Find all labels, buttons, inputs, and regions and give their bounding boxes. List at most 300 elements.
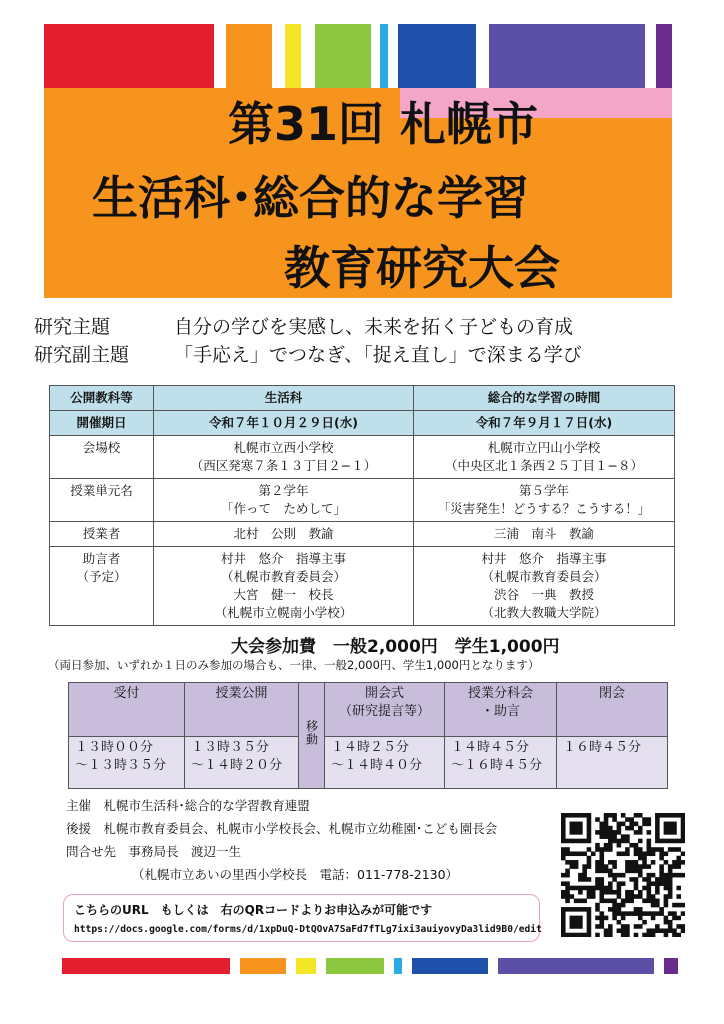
qr-module: [570, 830, 575, 835]
qr-module: [668, 869, 673, 874]
qr-module: [651, 851, 656, 856]
qr-module: [565, 894, 570, 899]
qr-module: [604, 826, 609, 831]
qr-module: [651, 916, 656, 921]
qr-module: [604, 834, 609, 839]
qr-module: [604, 864, 609, 869]
qr-module: [595, 869, 600, 874]
qr-module: [655, 911, 660, 916]
bottom-stripe-dark-purple: [664, 958, 678, 974]
qr-module: [664, 851, 669, 856]
qr-module: [638, 916, 643, 921]
qr-module: [634, 830, 639, 835]
qr-module: [565, 869, 570, 874]
schedule-head-open-class: [185, 683, 299, 737]
qr-module: [647, 822, 652, 827]
qr-module: [570, 864, 575, 869]
qr-module: [647, 877, 652, 882]
time-start: １４時４５分: [451, 740, 530, 755]
qr-module: [599, 899, 604, 904]
qr-module: [647, 847, 652, 852]
qr-module: [604, 890, 609, 895]
grade-1: 第２学年: [258, 483, 309, 498]
qr-module: [599, 924, 604, 929]
cell-advisor-2: [414, 547, 675, 626]
qr-module: [638, 907, 643, 912]
qr-module: [587, 860, 592, 865]
qr-module: [672, 873, 677, 878]
cell-teacher-2: 三浦 南斗 教諭: [414, 522, 675, 547]
qr-module: [668, 847, 673, 852]
qr-module: [578, 933, 583, 937]
qr-module: [676, 903, 681, 908]
qr-module: [638, 826, 643, 831]
top-stripe-yellow: [285, 24, 301, 88]
schedule-head-sub: ・助言: [480, 704, 520, 719]
qr-module: [587, 911, 592, 916]
qr-module: [561, 856, 566, 861]
qr-module: [612, 911, 617, 916]
qr-module: [638, 839, 643, 844]
qr-module: [681, 813, 685, 818]
qr-module: [604, 899, 609, 904]
qr-module: [599, 920, 604, 925]
qr-module: [676, 839, 681, 844]
qr-module: [634, 933, 639, 937]
qr-module: [676, 916, 681, 921]
qr-module: [587, 834, 592, 839]
advisor-1a: 村井 悠介 指導主事: [220, 551, 346, 566]
qr-module: [561, 881, 566, 886]
top-stripe-dark-purple: [656, 24, 672, 88]
qr-module: [604, 822, 609, 827]
qr-module: [634, 843, 639, 848]
qr-module: [599, 877, 604, 882]
research-subtheme-text: 「手応え」でつなぎ、「捉え直し」で深まる学び: [174, 344, 582, 366]
school-address-1: （西区発寒７条１３丁目２−１）: [190, 458, 377, 473]
qr-module: [668, 928, 673, 933]
cell-subject-2: 総合的な学習の時間: [414, 386, 675, 411]
advisor-1a-org: （札幌市教育委員会）: [220, 569, 346, 584]
bottom-stripe-green: [326, 958, 384, 974]
qr-module: [617, 826, 622, 831]
qr-module: [599, 894, 604, 899]
qr-module: [629, 911, 634, 916]
qr-module: [655, 822, 660, 827]
cell-teacher-1: 北村 公則 教諭: [154, 522, 414, 547]
participation-fee-note: （両日参加、いずれか１日のみ参加の場合も、一律、一般2,000円、学生1,000円となります）: [48, 658, 540, 672]
qr-module: [608, 928, 613, 933]
qr-module: [595, 843, 600, 848]
title-line-1: 第31回 札幌市: [228, 97, 539, 151]
qr-module: [642, 886, 647, 891]
qr-module: [587, 894, 592, 899]
qr-module: [676, 873, 681, 878]
qr-module: [604, 843, 609, 848]
qr-module: [599, 890, 604, 895]
qr-module: [599, 869, 604, 874]
qr-module: [625, 933, 630, 937]
qr-module: [582, 869, 587, 874]
qr-module: [561, 839, 566, 844]
qr-module: [642, 920, 647, 925]
qr-module: [578, 899, 583, 904]
top-stripe-red: [44, 24, 214, 88]
schedule-head-label: 授業分科会: [467, 686, 533, 701]
top-stripe-green: [315, 24, 371, 88]
qr-module: [634, 813, 639, 818]
qr-module: [582, 864, 587, 869]
cell-date-2: 令和７年９月１７日(水): [414, 411, 675, 436]
qr-module: [617, 873, 622, 878]
qr-module: [659, 907, 664, 912]
qr-module: [570, 822, 575, 827]
qr-module: [672, 860, 677, 865]
schedule-head-sub: （研究提言等）: [338, 704, 430, 719]
qr-module: [676, 933, 681, 937]
qr-module: [659, 911, 664, 916]
qr-module: [561, 873, 566, 878]
qr-module: [621, 916, 626, 921]
qr-module: [578, 822, 583, 827]
cell-school-2: [414, 436, 675, 479]
qr-module: [587, 890, 592, 895]
qr-module: [604, 830, 609, 835]
qr-module: [561, 907, 566, 912]
qr-module: [612, 817, 617, 822]
qr-module: [617, 907, 622, 912]
qr-module: [681, 822, 685, 827]
qr-module: [574, 924, 579, 929]
qr-module: [672, 847, 677, 852]
time-start: １３時３５分: [191, 740, 270, 755]
row-header-teacher: 授業者: [50, 522, 154, 547]
organizer-host: 主催 札幌市生活科･総合的な学習教育連盟: [66, 798, 310, 813]
time-end: 〜１６時４５分: [451, 758, 543, 773]
qr-module: [617, 851, 622, 856]
qr-module: [659, 839, 664, 844]
qr-module: [612, 830, 617, 835]
qr-module: [587, 847, 592, 852]
registration-text: こちらのURL もしくは 右のQRコードよりお申込みが可能です: [74, 903, 433, 917]
qr-module: [578, 924, 583, 929]
qr-module: [647, 911, 652, 916]
qr-module: [651, 873, 656, 878]
qr-module: [565, 839, 570, 844]
qr-module: [659, 864, 664, 869]
advisor-2b-org: （北教大教職大学院）: [481, 605, 607, 620]
schedule-head-label: 受付: [113, 686, 140, 701]
grade-2: 第５学年: [518, 483, 569, 498]
qr-module: [634, 822, 639, 827]
qr-module: [638, 856, 643, 861]
qr-module: [638, 847, 643, 852]
qr-module: [621, 899, 626, 904]
qr-module: [617, 890, 622, 895]
qr-module: [604, 933, 609, 937]
qr-module: [595, 881, 600, 886]
qr-module: [621, 924, 626, 929]
qr-module: [642, 877, 647, 882]
qr-module: [625, 860, 630, 865]
title-line-2: 生活科･総合的な学習: [92, 171, 529, 225]
schedule-time-session: [445, 737, 557, 789]
qr-module: [668, 813, 673, 818]
qr-module: [587, 886, 592, 891]
qr-module: [629, 890, 634, 895]
qr-module: [608, 873, 613, 878]
qr-module: [561, 924, 566, 929]
cell-date-1: 令和７年１０月２９日(水): [154, 411, 414, 436]
qr-module: [587, 839, 592, 844]
qr-module: [570, 916, 575, 921]
qr-module: [634, 847, 639, 852]
participation-fee: 大会参加費 一般2,000円 学生1,000円: [231, 637, 560, 657]
qr-module: [608, 886, 613, 891]
qr-module: [655, 890, 660, 895]
advisor-2a: 村井 悠介 指導主事: [481, 551, 607, 566]
qr-module: [664, 873, 669, 878]
qr-module: [655, 834, 660, 839]
qr-module: [625, 839, 630, 844]
qr-module: [655, 847, 660, 852]
qr-module: [565, 881, 570, 886]
row-header-school: 会場校: [50, 436, 154, 479]
qr-module: [668, 881, 673, 886]
qr-module: [608, 839, 613, 844]
advisor-1b: 大宮 健一 校長: [233, 587, 334, 602]
qr-module: [634, 894, 639, 899]
qr-module: [621, 881, 626, 886]
qr-module: [672, 830, 677, 835]
qr-module: [587, 907, 592, 912]
qr-module: [582, 886, 587, 891]
schedule-time-row: [69, 737, 668, 789]
bottom-stripe-cyan: [394, 958, 402, 974]
schedule-header-row: [69, 683, 668, 737]
qr-module: [591, 890, 596, 895]
qr-module: [668, 826, 673, 831]
qr-module: [612, 860, 617, 865]
table-row-teacher: [50, 522, 675, 547]
qr-module: [608, 826, 613, 831]
qr-module: [664, 886, 669, 891]
qr-module: [608, 860, 613, 865]
qr-module: [655, 830, 660, 835]
schedule-head-opening: [325, 683, 445, 737]
qr-module: [629, 826, 634, 831]
qr-module: [582, 877, 587, 882]
cell-school-1: [154, 436, 414, 479]
qr-module: [582, 851, 587, 856]
qr-module: [561, 830, 566, 835]
qr-module: [676, 860, 681, 865]
schedule-table: [68, 682, 668, 789]
qr-module: [599, 834, 604, 839]
qr-module: [638, 873, 643, 878]
qr-module: [681, 817, 685, 822]
qr-module: [664, 916, 669, 921]
qr-module: [647, 881, 652, 886]
qr-module: [595, 817, 600, 822]
qr-module: [565, 813, 570, 818]
qr-module: [625, 924, 630, 929]
qr-module: [595, 864, 600, 869]
table-row-advisor: [50, 547, 675, 626]
qr-module: [621, 928, 626, 933]
registration-url-link[interactable]: https://docs.google.com/forms/d/1xpDuQ-DtQOvA7SaFd7fTLg7ixi3auiyovyDa3lid9B0/edit: [74, 924, 542, 935]
qr-module: [595, 877, 600, 882]
qr-module: [617, 928, 622, 933]
qr-module: [672, 933, 677, 937]
qr-module: [574, 916, 579, 921]
qr-module: [672, 822, 677, 827]
qr-module: [664, 894, 669, 899]
qr-code[interactable]: [561, 813, 685, 937]
qr-module: [625, 928, 630, 933]
qr-module: [621, 933, 626, 937]
qr-module: [651, 903, 656, 908]
advisor-2a-org: （札幌市教育委員会）: [481, 569, 607, 584]
qr-module: [578, 907, 583, 912]
qr-module: [604, 817, 609, 822]
qr-module: [578, 916, 583, 921]
bottom-stripe-blue: [412, 958, 488, 974]
qr-module: [676, 864, 681, 869]
qr-module: [634, 881, 639, 886]
qr-module: [681, 834, 685, 839]
qr-module: [561, 911, 566, 916]
qr-module: [574, 933, 579, 937]
qr-module: [608, 881, 613, 886]
qr-module: [617, 822, 622, 827]
qr-module: [608, 899, 613, 904]
qr-module: [595, 860, 600, 865]
qr-module: [647, 933, 652, 937]
qr-module: [668, 924, 673, 929]
qr-module: [587, 830, 592, 835]
qr-module: [668, 920, 673, 925]
qr-module: [570, 886, 575, 891]
qr-module: [655, 826, 660, 831]
qr-module: [642, 933, 647, 937]
qr-module: [561, 928, 566, 933]
qr-module: [638, 813, 643, 818]
qr-module: [625, 851, 630, 856]
research-subtheme-label: 研究副主題: [34, 344, 130, 366]
qr-module: [664, 839, 669, 844]
qr-module: [642, 851, 647, 856]
qr-module: [612, 903, 617, 908]
qr-module: [629, 817, 634, 822]
qr-module: [681, 911, 685, 916]
qr-module: [625, 899, 630, 904]
row-header-subject: 公開教科等: [50, 386, 154, 411]
qr-module: [629, 899, 634, 904]
qr-module: [612, 890, 617, 895]
qr-module: [647, 886, 652, 891]
qr-module: [617, 894, 622, 899]
qr-module: [659, 869, 664, 874]
qr-module: [574, 830, 579, 835]
qr-module: [655, 928, 660, 933]
qr-module: [634, 924, 639, 929]
top-stripe-blue: [398, 24, 476, 88]
qr-module: [599, 856, 604, 861]
qr-module: [638, 869, 643, 874]
qr-module: [655, 839, 660, 844]
schedule-head-closing: [557, 683, 668, 737]
qr-module: [587, 916, 592, 921]
qr-module: [617, 830, 622, 835]
qr-module: [561, 894, 566, 899]
schedule-time-closing: [557, 737, 668, 789]
qr-module: [647, 928, 652, 933]
qr-module: [676, 847, 681, 852]
qr-module: [587, 920, 592, 925]
qr-module: [599, 916, 604, 921]
qr-module: [582, 839, 587, 844]
qr-module: [595, 924, 600, 929]
qr-module: [599, 881, 604, 886]
qr-module: [574, 864, 579, 869]
qr-module: [608, 869, 613, 874]
qr-module: [651, 847, 656, 852]
qr-module: [565, 851, 570, 856]
qr-module: [664, 813, 669, 818]
school-name-1: 札幌市立西小学校: [233, 440, 334, 455]
move-label: 移動: [304, 719, 319, 746]
qr-module: [612, 899, 617, 904]
qr-module: [676, 924, 681, 929]
qr-module: [582, 899, 587, 904]
qr-module: [672, 864, 677, 869]
qr-module: [582, 813, 587, 818]
qr-module: [587, 864, 592, 869]
qr-module: [599, 860, 604, 865]
qr-module: [672, 916, 677, 921]
qr-module: [647, 890, 652, 895]
qr-module: [625, 834, 630, 839]
top-stripe-purple: [489, 24, 645, 88]
qr-module: [634, 864, 639, 869]
qr-module: [578, 886, 583, 891]
row-header-date: 開催期日: [50, 411, 154, 436]
qr-module: [570, 920, 575, 925]
qr-module: [651, 911, 656, 916]
qr-module: [595, 933, 600, 937]
qr-module: [574, 899, 579, 904]
qr-module: [608, 924, 613, 929]
qr-module: [612, 864, 617, 869]
qr-module: [595, 903, 600, 908]
time-end: 〜１３時３５分: [75, 758, 167, 773]
qr-module: [664, 933, 669, 937]
qr-module: [625, 864, 630, 869]
qr-module: [570, 813, 575, 818]
qr-module: [604, 916, 609, 921]
qr-module: [651, 933, 656, 937]
qr-module: [642, 822, 647, 827]
research-theme-label: 研究主題: [34, 316, 111, 338]
qr-module: [668, 830, 673, 835]
qr-module: [651, 894, 656, 899]
qr-module: [625, 869, 630, 874]
qr-module: [578, 826, 583, 831]
qr-module: [672, 928, 677, 933]
qr-module: [599, 847, 604, 852]
qr-module: [638, 864, 643, 869]
